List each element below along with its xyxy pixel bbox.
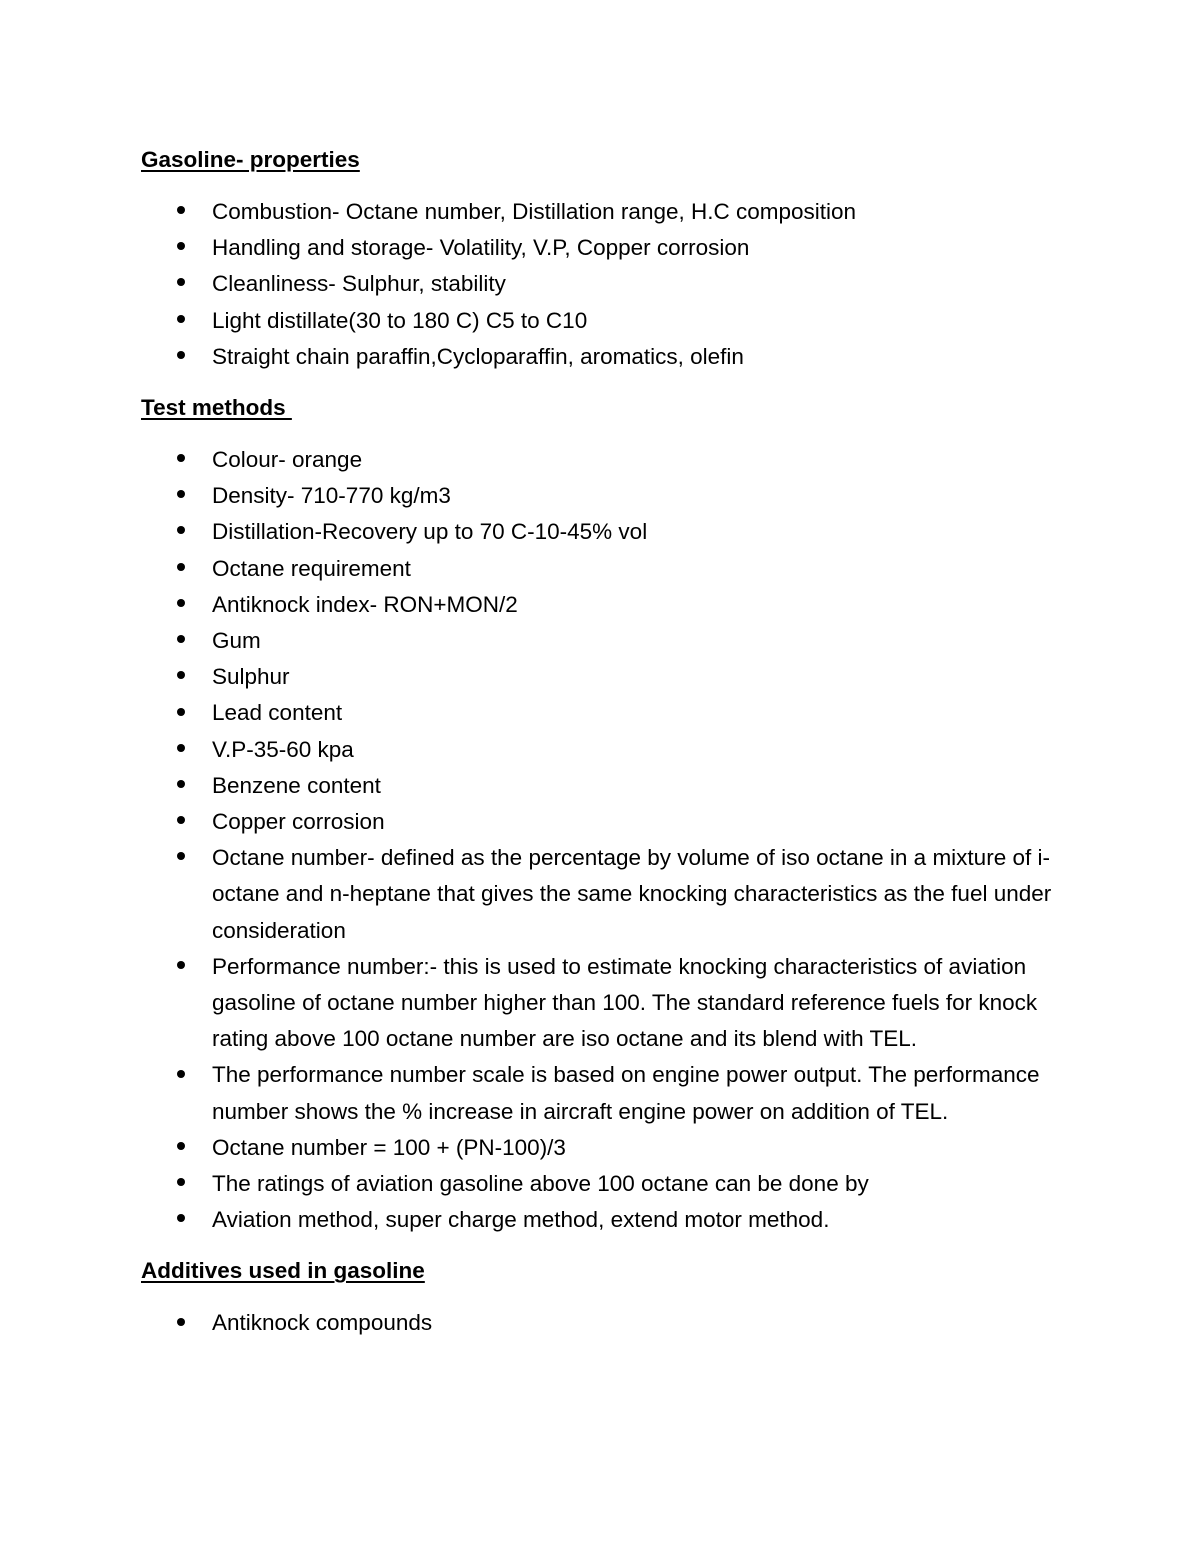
list-item: Sulphur bbox=[141, 659, 1081, 695]
bullet-icon bbox=[175, 1305, 187, 1341]
list-item: Copper corrosion bbox=[141, 804, 1081, 840]
bullet-icon bbox=[175, 1130, 187, 1166]
list-item: Cleanliness- Sulphur, stability bbox=[141, 266, 1081, 302]
list-item: Colour- orange bbox=[141, 442, 1081, 478]
document-content bbox=[141, 143, 1081, 1342]
bullet-icon bbox=[175, 949, 187, 985]
test-methods-list bbox=[141, 442, 1081, 1238]
bullet-icon bbox=[175, 230, 187, 266]
bullet-icon bbox=[175, 623, 187, 659]
bullet-icon bbox=[175, 768, 187, 804]
bullet-icon bbox=[175, 587, 187, 623]
list-item: Octane number = 100 + (PN-100)/3 bbox=[141, 1130, 1081, 1166]
bullet-icon bbox=[175, 695, 187, 731]
bullet-icon bbox=[175, 303, 187, 339]
list-item: Benzene content bbox=[141, 768, 1081, 804]
gasoline-properties-list bbox=[141, 194, 1081, 375]
bullet-icon bbox=[175, 732, 187, 768]
list-item: The ratings of aviation gasoline above 100 octane can be done by bbox=[141, 1166, 1081, 1202]
list-item: Antiknock compounds bbox=[141, 1305, 1081, 1341]
list-item: Performance number:- this is used to estimate knocking characteristics of aviation gasoline of octane number higher than 100. The standard reference fuels for knock rating above 100 octane number are iso octane and its blend with TEL. bbox=[141, 949, 1081, 1058]
bullet-icon bbox=[175, 478, 187, 514]
bullet-icon bbox=[175, 442, 187, 478]
list-item: Aviation method, super charge method, extend motor method. bbox=[141, 1202, 1081, 1238]
additives-list bbox=[141, 1305, 1081, 1341]
bullet-icon bbox=[175, 339, 187, 375]
bullet-icon bbox=[175, 804, 187, 840]
list-item: Straight chain paraffin,Cycloparaffin, aromatics, olefin bbox=[141, 339, 1081, 375]
list-item: Combustion- Octane number, Distillation range, H.C composition bbox=[141, 194, 1081, 230]
list-item: Octane requirement bbox=[141, 551, 1081, 587]
bullet-icon bbox=[175, 1202, 187, 1238]
list-item: Density- 710-770 kg/m3 bbox=[141, 478, 1081, 514]
bullet-icon bbox=[175, 659, 187, 695]
section-heading-test-methods: Test methods bbox=[141, 395, 292, 421]
list-item: Antiknock index- RON+MON/2 bbox=[141, 587, 1081, 623]
bullet-icon bbox=[175, 266, 187, 302]
bullet-icon bbox=[175, 1166, 187, 1202]
list-item: Lead content bbox=[141, 695, 1081, 731]
section-heading-gasoline-properties: Gasoline- properties bbox=[141, 147, 360, 172]
list-item: V.P-35-60 kpa bbox=[141, 732, 1081, 768]
list-item: Light distillate(30 to 180 C) C5 to C10 bbox=[141, 303, 1081, 339]
bullet-icon bbox=[175, 551, 187, 587]
list-item: Handling and storage- Volatility, V.P, Copper corrosion bbox=[141, 230, 1081, 266]
bullet-icon bbox=[175, 514, 187, 550]
list-item: Octane number- defined as the percentage by volume of iso octane in a mixture of i-octane and n-heptane that gives the same knocking characteristics as the fuel under consideration bbox=[141, 840, 1081, 949]
list-item: Distillation-Recovery up to 70 C-10-45% vol bbox=[141, 514, 1081, 550]
list-item: Gum bbox=[141, 623, 1081, 659]
bullet-icon bbox=[175, 194, 187, 230]
list-item: The performance number scale is based on engine power output. The performance number shows the % increase in aircraft engine power on addition of TEL. bbox=[141, 1057, 1081, 1129]
bullet-icon bbox=[175, 840, 187, 876]
section-heading-additives: Additives used in gasoline bbox=[141, 1258, 425, 1284]
bullet-icon bbox=[175, 1057, 187, 1093]
